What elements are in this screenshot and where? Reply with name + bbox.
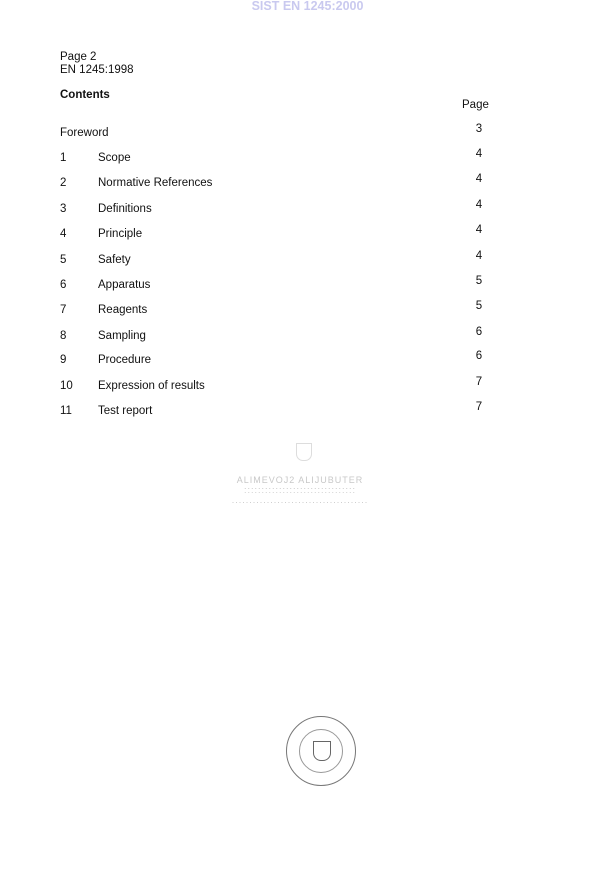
- toc-page: 4: [475, 250, 483, 262]
- toc-page: 4: [475, 199, 483, 211]
- toc-title: Sampling: [98, 330, 146, 342]
- toc-title: Reagents: [98, 304, 148, 316]
- toc-title: Normative References: [98, 177, 213, 189]
- toc-page: 4: [475, 173, 483, 185]
- toc-title: Definitions: [98, 203, 152, 215]
- toc-title: Procedure: [98, 354, 152, 366]
- toc-number: 3: [60, 203, 67, 215]
- toc-title: Test report: [98, 405, 153, 417]
- crest-icon: [313, 741, 331, 761]
- toc-number: 7: [60, 304, 67, 316]
- stamp-text: ALIMEVOJ2 ALIJUBUTER: [236, 475, 364, 485]
- official-seal: [286, 716, 356, 786]
- toc-page: 3: [475, 123, 483, 135]
- toc-page: 4: [475, 148, 483, 160]
- bleed-through-crest: [296, 443, 312, 461]
- watermark: SIST EN 1245:2000: [251, 0, 364, 13]
- page-column-label: Page: [462, 99, 489, 111]
- bleed-through-stamp: ALIMEVOJ2 ALIJUBUTER :::::::::::::::::::::::::::::::: .......................................: [190, 475, 410, 505]
- toc-title: Expression of results: [98, 380, 205, 392]
- toc-page: 6: [475, 350, 483, 362]
- toc-number: 5: [60, 254, 67, 266]
- toc-page: 4: [475, 224, 483, 236]
- toc-number: 6: [60, 279, 67, 291]
- toc-page: 7: [475, 376, 483, 388]
- toc-page: 5: [475, 275, 483, 287]
- toc-number: 11: [60, 405, 72, 417]
- toc-title: Safety: [98, 254, 131, 266]
- toc-number: 4: [60, 228, 67, 240]
- toc-number: 2: [60, 177, 67, 189]
- contents-heading: Contents: [60, 89, 110, 101]
- toc-number: 8: [60, 330, 67, 342]
- toc-title: Apparatus: [98, 279, 151, 291]
- toc-number: 10: [60, 380, 73, 392]
- toc-page: 5: [475, 300, 483, 312]
- toc-title: Scope: [98, 152, 131, 164]
- toc-title: Principle: [98, 228, 143, 240]
- toc-page: 7: [475, 401, 483, 413]
- toc-title: Foreword: [60, 127, 109, 139]
- toc-number: 1: [60, 152, 67, 164]
- toc-number: 9: [60, 354, 67, 366]
- page-number: Page 2: [60, 51, 97, 63]
- toc-page: 6: [475, 326, 483, 338]
- standard-id: EN 1245:1998: [60, 64, 134, 76]
